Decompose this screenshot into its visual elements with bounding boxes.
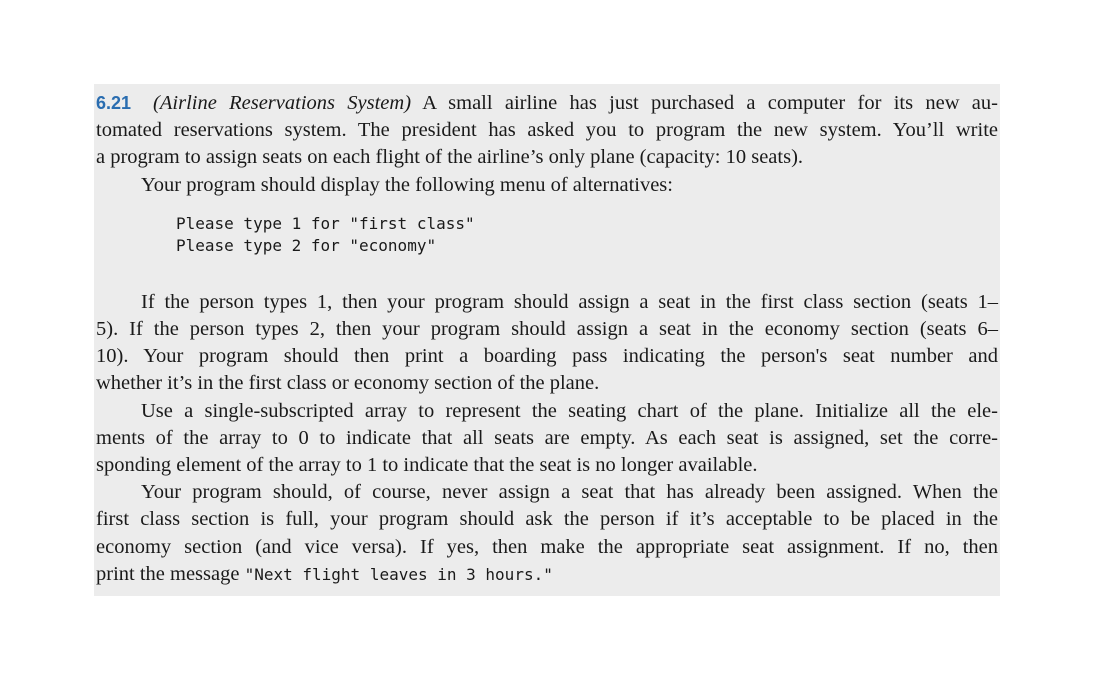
para2-line-2: 5). If the person types 2, then your program should assign a seat in the economy section (seats 6– [96,318,998,341]
menu-line-1: Please type 1 for "first class" [176,213,475,233]
para4-line-2: first class section is full, your program should ask the person if it’s acceptable to be placed in the [96,508,998,531]
intro-line-1: A small airline has just purchased a computer for its new au- [422,92,998,114]
menu-line-2: Please type 2 for "economy" [176,235,437,255]
exercise-heading-line [96,90,998,117]
intro-line-2: tomated reservations system. The president has asked you to program the new system. You’ll write [96,119,998,142]
next-flight-message: "Next flight leaves in 3 hours." [244,564,553,584]
exercise-number: 6.21 [96,93,132,113]
menu-intro: Your program should display the following menu of alternatives: [141,173,673,196]
para4-line-4 [96,561,998,588]
menu-code-block [96,213,998,257]
para4-last-prefix: print the message [96,562,245,585]
para3-line-1: Use a single-subscripted array to represent the seating chart of the plane. Initialize all the ele- [141,399,998,422]
para4-line-1: Your program should, of course, never assign a seat that has already been assigned. When the [141,481,998,504]
para4-line-3: economy section (and vice versa). If yes, then make the appropriate seat assignment. If no, then [96,535,998,558]
para2-line-1: If the person types 1, then your program should assign a seat in the first class section (seats 1– [141,290,998,313]
para2-line-4: whether it’s in the first class or economy section of the plane. [96,372,600,395]
exercise-title: (Airline Reservations System) [153,92,412,114]
para3-line-3: sponding element of the array to 1 to indicate that the seat is no longer available. [96,454,758,477]
intro-line-3: a program to assign seats on each flight of the airline’s only plane (capacity: 10 seats). [96,146,804,169]
exercise-panel [94,84,1000,596]
para3-line-2: ments of the array to 0 to indicate that all seats are empty. As each seat is assigned, set the corre- [96,426,998,449]
para2-line-3: 10). Your program should then print a boarding pass indicating the person's seat number and [96,345,998,368]
